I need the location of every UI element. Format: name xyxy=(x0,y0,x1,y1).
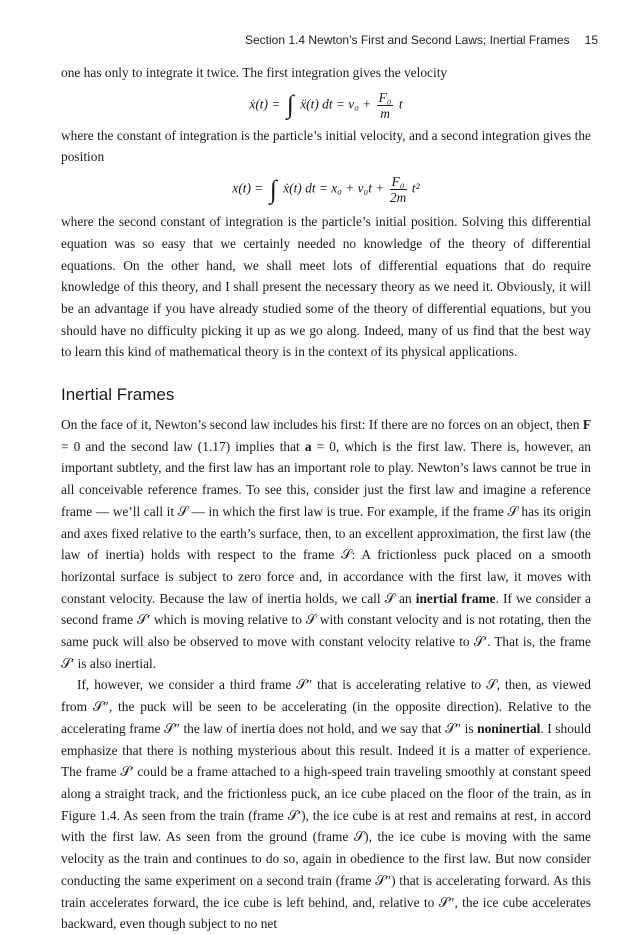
fraction xyxy=(390,174,407,205)
bold-term: noninertial xyxy=(477,720,541,736)
eq-lhs: ẋ(t) = xyxy=(249,96,281,112)
page-number: 15 xyxy=(584,33,598,47)
section-heading: Inertial Frames xyxy=(61,385,175,405)
bold-term: inertial frame xyxy=(415,590,496,606)
eq-integrand: ẍ(t) dt = v₀ + xyxy=(300,96,372,112)
integral-sign: ∫ xyxy=(269,174,277,204)
paragraph: where the second constant of integration is the particle’s initial position. Solving this differential equation was so easy that we certainly needed no knowledge of the theory of differential equations. On the other hand, we shall meet lots of differential equations that do require knowledge of this theory, and I shall present the necessary theory as we need it. Obviously, it will be an advantage if you have already studied some of the theory of differential equations, but you should have no difficulty picking it up as we go along. Indeed, many of us find that the best way to learn this kind of mathematical theory is in the context of its physical applications. xyxy=(61,214,591,360)
paragraph: where the constant of integration is the particle’s initial velocity, and a second integration gives the position xyxy=(61,127,591,165)
velocity-equation xyxy=(61,90,591,121)
integral-sign: ∫ xyxy=(286,90,294,120)
page-body xyxy=(61,62,591,935)
fraction-denominator: 2m xyxy=(389,190,407,206)
fraction-numerator: F₀ xyxy=(391,174,405,190)
paragraph: one has only to integrate it twice. The first integration gives the velocity xyxy=(61,65,448,80)
fraction-numerator: F₀ xyxy=(378,89,392,105)
section-title: Section 1.4 Newton’s First and Second Laws; Inertial Frames xyxy=(245,33,570,47)
position-equation xyxy=(61,174,591,205)
eq-tail: t² xyxy=(411,180,420,196)
fraction xyxy=(377,90,394,121)
eq-lhs: x(t) = xyxy=(232,180,264,196)
eq-integrand: ẋ(t) dt = x₀ + v₀t + xyxy=(283,180,385,196)
fraction-denominator: m xyxy=(380,105,390,121)
eq-tail: t xyxy=(398,96,403,112)
paragraph: On the face of it, Newton’s second law includes his first: If there are no forces on an object, then F = 0 and the second law (1.17) implies that a = 0, which is the first law. There is, however, an important subtlety, and the first law has an important role to play. Newton’s laws cannot be true in all conceivable reference frames. To see this, consider just the first law and imagine a reference frame — we’ll call it 𝒮 — in which the first law is true. For example, if the frame 𝒮 has its origin and axes fixed relative to the earth’s surface, then, to an excellent approximation, the first law (the law of inertia) holds with respect to the frame 𝒮: A frictionless puck placed on a smooth horizontal surface is subject to zero force and, in accordance with the first law, it moves with constant velocity. Because the law of inertia holds, we call 𝒮 an inertial frame. If we consider a second frame 𝒮′ which is moving relative to 𝒮 with constant velocity and is not rotating, then the same puck will also be observed to move with constant velocity relative to 𝒮′. That is, the frame 𝒮′ is also inertial. xyxy=(61,417,591,671)
paragraph: If, however, we consider a third frame 𝒮″ that is accelerating relative to 𝒮, then, as viewed from 𝒮″, the puck will be seen to be accelerating (in the opposite direction). Relative to the accelerating frame 𝒮″ the law of inertia does not hold, and we say that 𝒮″ is noninertial. I should emphasize that there is nothing mysterious about this result. Indeed it is a matter of experience. The frame 𝒮′ could be a frame attached to a high-speed train traveling smoothly at constant speed along a straight track, and the frictionless puck, an ice cube placed on the floor of the train, as in Figure 1.4. As seen from the train (frame 𝒮′), the ice cube is at rest and remains at rest, in accord with the first law. As seen from the ground (frame 𝒮), the ice cube is moving with the same velocity as the train and continues to do so, again in obedience to the first law. But now consider conducting the same experiment on a second train (frame 𝒮″) that is accelerating forward. As this train accelerates forward, the ice cube is left behind, and, relative to 𝒮″, the ice cube accelerates backward, even though subject to no net xyxy=(61,677,591,932)
